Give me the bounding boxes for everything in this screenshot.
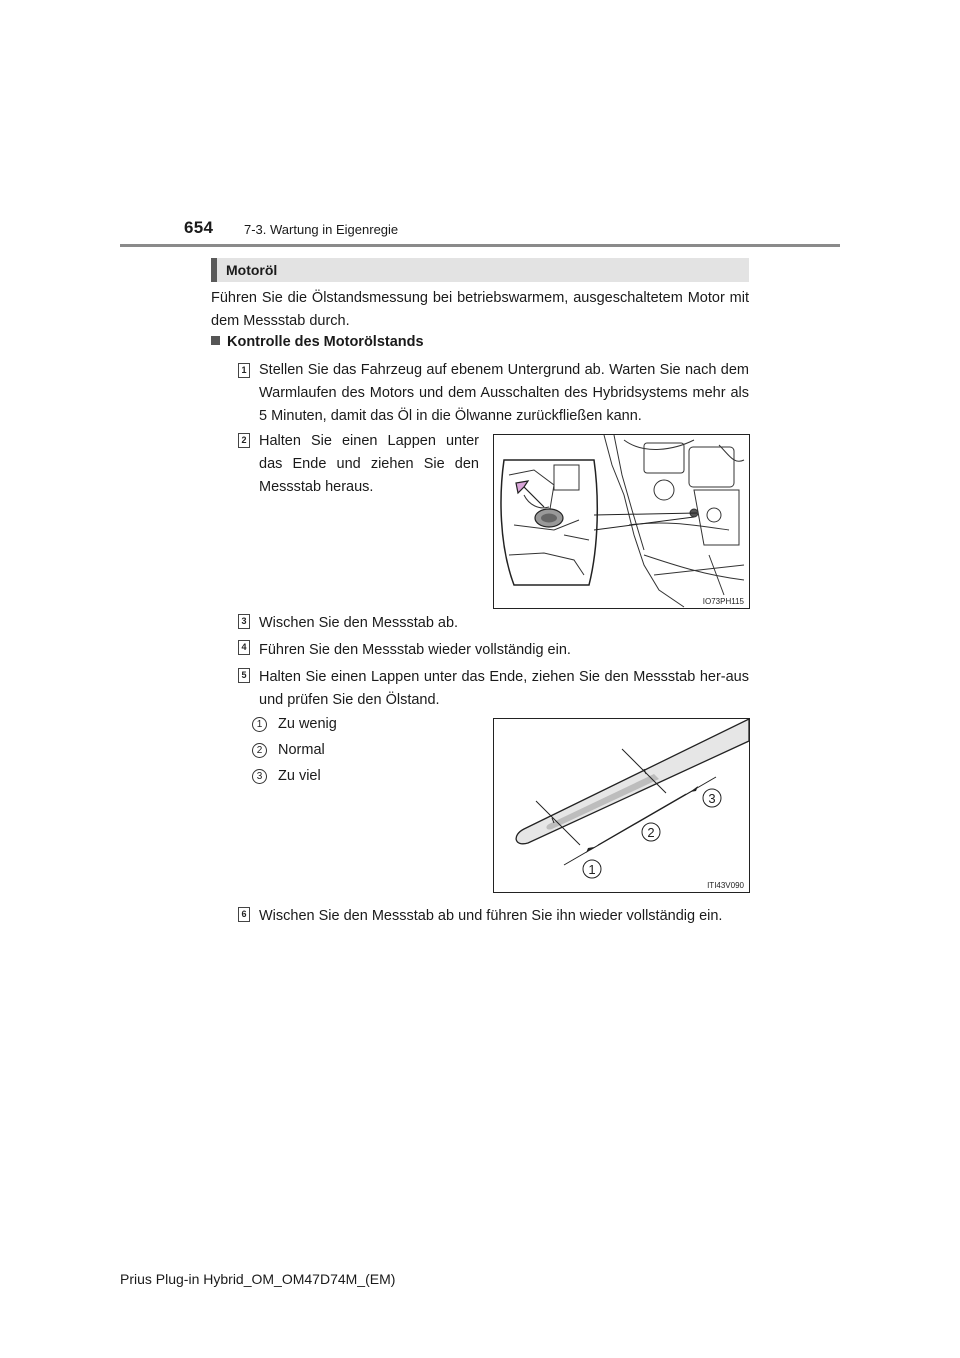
callout-3: 3: [708, 791, 716, 806]
step-number-2: 2: [238, 433, 250, 448]
level-label-high: Zu viel: [278, 768, 321, 784]
header-rule: [120, 244, 840, 247]
subheading-text: Kontrolle des Motorölstands: [227, 334, 424, 350]
step-number-6: 6: [238, 907, 250, 922]
step-number-4: 4: [238, 640, 250, 655]
dipstick-illustration: [494, 719, 749, 892]
section-title: Motoröl: [226, 262, 278, 278]
level-label-normal: Normal: [278, 742, 325, 758]
level-number-1: 1: [252, 717, 267, 732]
step-text-6: Wischen Sie den Messstab ab und führen Sie ihn wieder vollständig ein.: [259, 908, 723, 924]
engine-bay-figure: [493, 434, 750, 609]
square-bullet-icon: [211, 336, 220, 345]
step-number-3: 3: [238, 614, 250, 629]
level-number-3: 3: [252, 769, 267, 784]
level-number-2: 2: [252, 743, 267, 758]
subheading: [211, 334, 424, 350]
level-label-low: Zu wenig: [278, 716, 337, 732]
callout-1: 1: [588, 862, 596, 877]
engine-bay-illustration: [494, 435, 749, 608]
step-text-1: Stellen Sie das Fahrzeug auf ebenem Untergrund ab. Warten Sie nach dem Warmlaufen des Motors und dem Ausschalten des Hybridsystems mehr als 5 Minuten, damit das Öl in die Ölwanne zurückfließen kann.: [259, 362, 749, 424]
step-number-1: 1: [238, 363, 250, 378]
engine-figure-code: IO73PH115: [702, 597, 744, 606]
dipstick-figure-code: ITI43V090: [707, 881, 744, 890]
intro-paragraph: Führen Sie die Ölstandsmessung bei betriebswarmem, ausgeschaltetem Motor mit dem Messstab durch.: [211, 290, 749, 329]
step-text-2: Halten Sie einen Lappen unter das Ende und ziehen Sie den Messstab heraus.: [259, 433, 479, 495]
section-bar-accent: [211, 258, 217, 282]
dipstick-figure: [493, 718, 750, 893]
footer-document-id: Prius Plug-in Hybrid_OM_OM47D74M_(EM): [120, 1271, 396, 1287]
callout-2: 2: [647, 825, 655, 840]
step-text-5: Halten Sie einen Lappen unter das Ende, ziehen Sie den Messstab her-aus und prüfen Sie den Ölstand.: [259, 669, 749, 708]
step-number-5: 5: [238, 668, 250, 683]
section-title-bar: [211, 258, 749, 282]
section-label: 7-3. Wartung in Eigenregie: [244, 222, 399, 237]
step-text-4: Führen Sie den Messstab wieder vollständig ein.: [259, 642, 571, 658]
page-number: 654: [184, 218, 214, 237]
step-text-3: Wischen Sie den Messstab ab.: [259, 615, 459, 631]
